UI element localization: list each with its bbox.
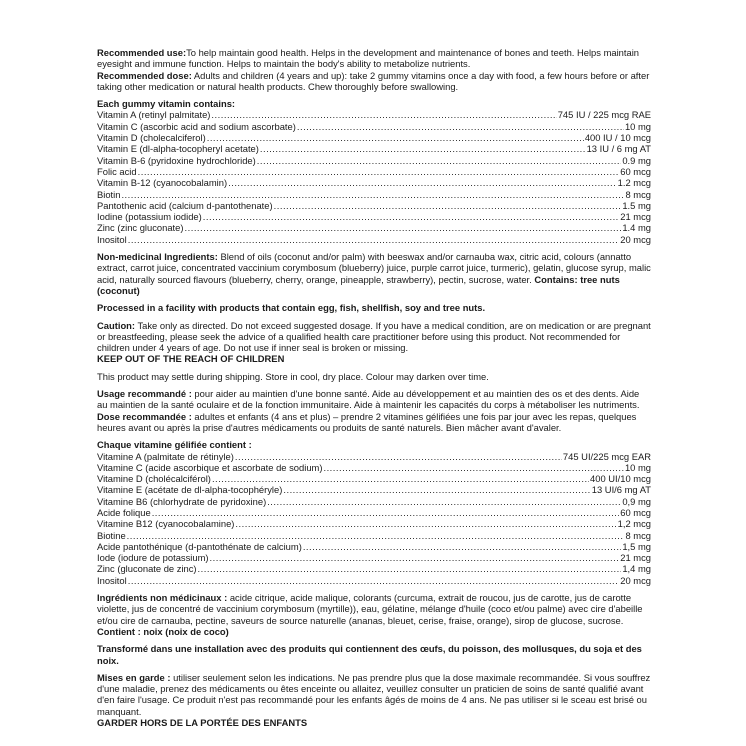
- facility-statement: Processed in a facility with products that contain egg, fish, shellfish, soy and tree nuts.: [97, 302, 486, 314]
- ingredient-row: Biotin ..... 8 mcg: [97, 189, 651, 200]
- caution-label: Caution:: [97, 319, 136, 331]
- recommended-use-text: To help maintain good health. Helps in the development and maintenance of bones and teeth. Helps maintain eyesight and immune function. Helps to maintain the body's ability to metabolize nutrients.: [97, 47, 639, 70]
- recommended-use: [97, 47, 651, 70]
- ingredient-row: Biotine ..... 8 mcg: [97, 530, 651, 541]
- garder-hors-warning: GARDER HORS DE LA PORTÉE DES ENFANTS: [97, 717, 308, 729]
- non-medicinal-ingredients: [97, 251, 651, 296]
- mises-en-garde: [97, 672, 651, 717]
- mises-en-garde-label: Mises en garde :: [97, 671, 171, 683]
- ingredient-row: Vitamin B-6 (pyridoxine hydrochloride) ..... 0.9 mg: [97, 155, 651, 166]
- installation-statement: Transformé dans une installation avec des produits qui contiennent des œufs, du poisson, des mollusques, du soja et des noix.: [97, 643, 642, 666]
- ingredient-row: Acide folique ..... 60 mcg: [97, 507, 651, 518]
- ingredient-row: Vitamin D (cholecalciferol) ..... 400 IU / 10 mcg: [97, 132, 651, 143]
- ingredient-row: Vitamine C (acide ascorbique et ascorbate de sodium) ..... 10 mg: [97, 462, 651, 473]
- allergen-contains: Contains: tree nuts (coconut): [97, 273, 620, 296]
- ingredient-row: Vitamine E (acétate de dl-alpha-tocophéryle) ..... 13 UI/6 mg AT: [97, 484, 651, 495]
- ingredient-row: Pantothenic acid (calcium d-pantothenate) ..... 1.5 mg: [97, 200, 651, 211]
- ingredient-row: Vitamine B12 (cyanocobalamine) ..... 1,2 mcg: [97, 518, 651, 529]
- ingredients-non-medicinaux-text: acide citrique, acide malique, colorants (curcuma, extrait de roucou, jus de carotte, jus de carotte violette, jus de concentré de vaccinium corymbosum (myrtille)), eau, gélatine, mélange d'huile (coco et/ou palme) avec cire d'abeille et/ou cire de carnauba, pectine, saveurs de source naturelle (ananas, bleuet, cerise, fraise, orange), sirop de glucose, sucrose.: [97, 592, 643, 626]
- usage-recommande-text: pour aider au maintien d'une bonne santé. Aide au développement et au maintien des os et des dents. Aide au maintien de la santé oculaire et de la fonction immunitaire. Aide à maintenir les capacités du corps à métaboliser les nutriments.: [97, 388, 640, 411]
- contains-header: Each gummy vitamin contains:: [97, 98, 236, 110]
- ingredient-row: Zinc (gluconate de zinc) ..... 1,4 mg: [97, 563, 651, 574]
- ingredient-row: Folic acid ..... 60 mcg: [97, 166, 651, 177]
- label-text-panel: [97, 47, 651, 728]
- mises-en-garde-text: utiliser seulement selon les indications. Ne pas prendre plus que la dose maximale recommandée. Si vous souffrez d'une maladie, prenez des médicaments ou êtes enceinte ou allaitez, veuillez consulter un praticien de soins de santé qualifié avant d'en faire l'usage. Ce produit n'est pas recommandé pour les enfants âgés de moins de 4 ans. Ne pas utiliser si le sceau est brisé ou manquant.: [97, 671, 651, 717]
- recommended-dose-text: Adults and children (4 years and up): take 2 gummy vitamins once a day with food, a few hours before or after taking other medication or natural health products. Chew thoroughly before swallowing.: [97, 69, 650, 92]
- usage-recommande: [97, 388, 651, 411]
- keep-out-warning: KEEP OUT OF THE REACH OF CHILDREN: [97, 353, 285, 365]
- ingredient-row: Vitamin E (dl-alpha-tocopheryl acetate) ..... 13 IU / 6 mg AT: [97, 143, 651, 154]
- contient-header: Chaque vitamine gélifiée contient :: [97, 439, 252, 451]
- ingredient-row: Zinc (zinc gluconate) ..... 1.4 mg: [97, 222, 651, 233]
- ingredient-row: Inositol ..... 20 mcg: [97, 575, 651, 586]
- dose-recommandee-label: Dose recommandée :: [97, 410, 192, 422]
- ingredient-list-fr: [97, 451, 651, 587]
- recommended-use-label: Recommended use:: [97, 47, 187, 58]
- non-medicinal-label: Non-medicinal Ingredients:: [97, 251, 218, 263]
- recommended-dose-label: Recommended dose:: [97, 69, 192, 81]
- caution-text: Take only as directed. Do not exceed suggested dosage. If you have a medical condition, are on medication or are pregnant or breastfeeding, please seek the advice of a qualified health care practitioner before using this product. Not recommended for children under 4 years of age. Do not use if inner seal is broken or missing.: [97, 319, 651, 354]
- ingredient-row: Iodine (potassium iodide) ..... 21 mcg: [97, 211, 651, 222]
- contient-allergen: Contient : noix (noix de coco): [97, 625, 229, 637]
- dose-recommandee-text: adultes et enfants (4 ans et plus) – prendre 2 vitamines gélifiées une fois par jour avec les repas, quelques heures avant ou après la prise d'autres médicaments ou produits de santé naturels. Bien mâcher avant d'avaler.: [97, 410, 637, 433]
- ingredient-row: Vitamin B-12 (cyanocobalamin) ..... 1.2 mcg: [97, 177, 651, 188]
- ingredient-row: Inositol ..... 20 mcg: [97, 234, 651, 245]
- storage-note: This product may settle during shipping. Store in cool, dry place. Colour may darken over time.: [97, 370, 489, 382]
- ingredient-row: Vitamine B6 (chlorhydrate de pyridoxine) ..... 0,9 mg: [97, 496, 651, 507]
- ingredient-row: Vitamin C (ascorbic acid and sodium ascorbate) ..... 10 mg: [97, 121, 651, 132]
- ingredients-non-medicinaux: [97, 592, 651, 626]
- ingredient-row: Iode (iodure de potassium) ..... 21 mcg: [97, 552, 651, 563]
- recommended-dose: [97, 70, 651, 93]
- ingredient-row: Vitamine D (cholécalciférol) ..... 400 UI/10 mcg: [97, 473, 651, 484]
- ingredient-row: Vitamine A (palmitate de rétinyle) ..... 745 UI/225 mcg EAR: [97, 451, 651, 462]
- usage-recommande-label: Usage recommandé :: [97, 388, 192, 400]
- non-medicinal-text: Blend of oils (coconut and/or palm) with beeswax and/or carnauba wax, citric acid, colours (annatto extract, carrot juice, concentrated vaccinium corymbosum (blueberry) juice, purple carrot juice, turmeric), gelatin, glucose syrup, malic acid, naturally sourced flavours (blueberry, cherry, orange, pineapple, strawberry), pectin, sucrose, water.: [97, 251, 651, 285]
- ingredient-row: Acide pantothénique (d-pantothénate de calcium) ..... 1,5 mg: [97, 541, 651, 552]
- ingredient-row: Vitamin A (retinyl palmitate) ..... 745 IU / 225 mcg RAE: [97, 109, 651, 120]
- caution: [97, 320, 651, 354]
- dose-recommandee: [97, 411, 651, 434]
- ingredients-non-medicinaux-label: Ingrédients non médicinaux :: [97, 592, 228, 604]
- ingredient-list-en: [97, 109, 651, 245]
